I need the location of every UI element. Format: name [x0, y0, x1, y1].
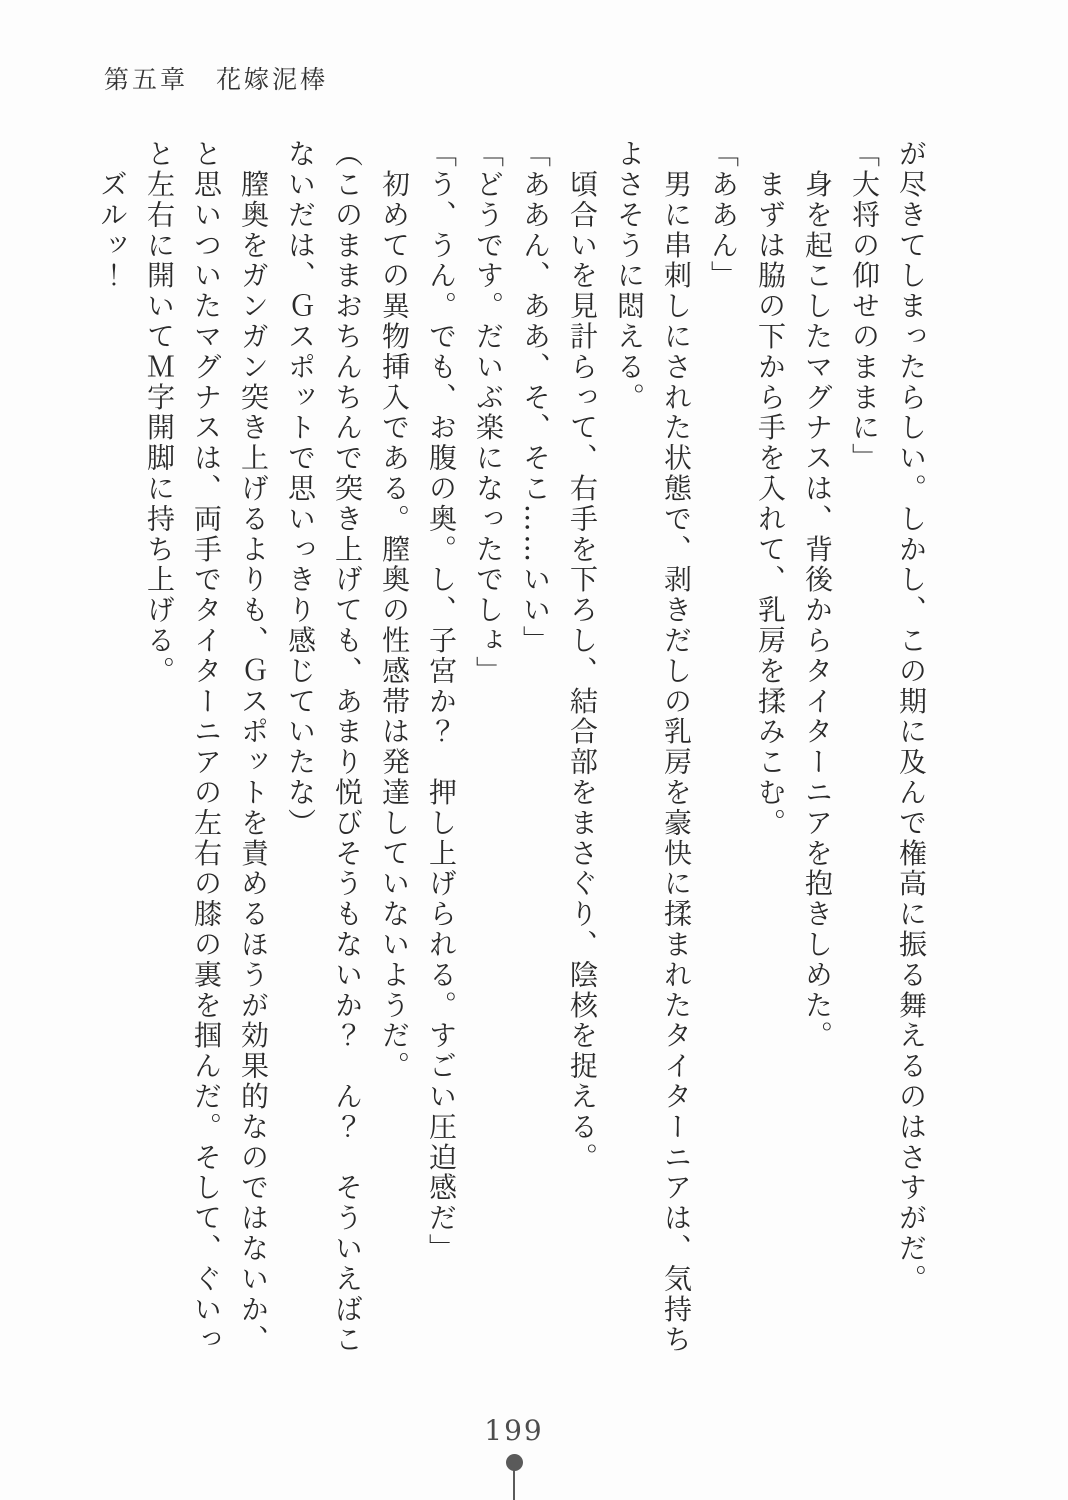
paragraph: 「どうです。だいぶ楽になったでしょ」	[472, 139, 505, 687]
paragraph: 「ああん」	[707, 139, 740, 291]
chapter-header: 第五章 花嫁泥棒	[104, 65, 329, 94]
paragraph: （このままおちんちんで突き上げても、あまり悦びそうもないか？ ん？ そういえばこないだは、Ｇスポットで思いっきり感じていたな）	[284, 139, 364, 1355]
paragraph: 男に串刺しにされた状態で、剥きだしの乳房を豪快に揉まれたタイターニアは、気持ちよさそうに悶える。	[613, 139, 693, 1355]
paragraph: 「う、うん。でも、お腹の奥。し、子宮か？ 押し上げられる。すごい圧迫感だ」	[425, 139, 458, 1264]
paragraph: 頃合いを見計らって、右手を下ろし、結合部をまさぐり、陰核を捉える。	[566, 139, 599, 1173]
page-footer	[0, 1414, 1068, 1500]
footer-ornament-line	[513, 1469, 515, 1500]
paragraph: ズルッ！	[96, 139, 129, 291]
paragraph: まずは脇の下から手を入れて、乳房を揉みこむ。	[754, 139, 787, 839]
paragraph: 膣奥をガンガン突き上げるよりも、Ｇスポットを責めるほうが効果的なのではないか、と思いついたマグナスは、両手でタイターニアの左右の膝の裏を掴んだ。そして、ぐいっと左右に開いてＭ字開脚に持ち上げる。	[143, 139, 270, 1355]
paragraph: が尽きてしまったらしい。しかし、この期に及んで権高に振る舞えるのはさすがだ。	[895, 139, 928, 1295]
paragraph: 身を起こしたマグナスは、背後からタイターニアを抱きしめた。	[801, 139, 834, 1051]
paragraph: 初めての異物挿入である。膣奥の性感帯は発達していないようだ。	[378, 139, 411, 1082]
body-text-block	[89, 139, 935, 1355]
paragraph: 「大将の仰せのままに」	[848, 139, 881, 474]
paragraph: 「ああん、ああ、そ、そこ……いい」	[519, 139, 552, 656]
page-number: 199	[484, 1414, 544, 1447]
